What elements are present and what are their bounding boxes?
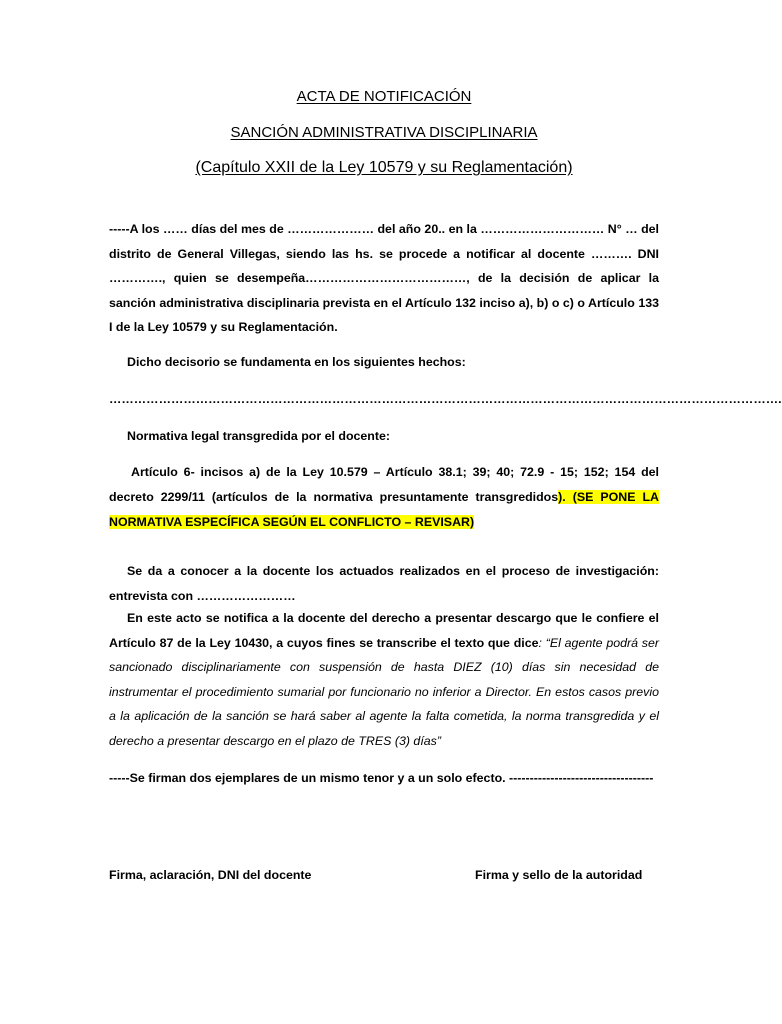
article-quote: : “El agente podrá ser sancionado disciplinariamente con suspensión de hasta DIEZ (10) días sin necesidad de instrumentar el procedimiento sumarial por funcionario no inferior a Director. En estos casos previo a la aplicación de la sanción se hará saber al agente la falta cometida, la norma transgredida y el derecho a presentar descargo en el plazo de TRES (3) días”	[109, 635, 659, 748]
revision-highlight-note: ). (SE PONE LA NORMATIVA ESPECÍFICA SEGÚN EL CONFLICTO – REVISAR)	[109, 489, 659, 529]
articles-text: Artículo 6- incisos a) de la Ley 10.579 – Artículo 38.1; 39; 40; 72.9 - 15; 152; 154 del decreto 2299/11 (artículos de la normativa presuntamente transgredidos	[109, 465, 659, 504]
teacher-signature-label: Firma, aclaración, DNI del docente	[109, 868, 312, 882]
closing-statement: -----Se firman dos ejemplares de un mismo tenor y a un solo efecto. -----------------------------------	[109, 771, 654, 785]
document-title: ACTA DE NOTIFICACIÓN	[296, 88, 472, 105]
notification-paragraph-text: -----A los …… días del mes de ………………… del año 20.. en la ………………………… N° … del distrito de General Villegas, siendo las hs. se procede a notificar al docente ………. DNI …………., quien se desempeña…………………………………, de la decisión de aplicar la sanción administrativa disciplinaria prevista en el Artículo 132 inciso a), b) o c) o Artículo 133 I de la Ley 10579 y su Reglamentación.	[109, 222, 659, 335]
defense-rights-paragraph	[109, 606, 659, 754]
articles-paragraph	[109, 460, 659, 534]
authority-signature-label: Firma y sello de la autoridad	[475, 868, 643, 882]
investigation-paragraph: Se da a conocer a la docente los actuados realizados en el proceso de investigación: entrevista con ……………………	[109, 564, 659, 603]
document-subtitle: SANCIÓN ADMINISTRATIVA DISCIPLINARIA	[230, 124, 538, 141]
defense-rights-text: En este acto se notifica a la docente del derecho a presentar descargo que le confiere el Artículo 87 de la Ley 10430, a cuyos fines se transcribe el texto que dice	[109, 611, 659, 650]
facts-dotted-line: ……………………………………………………………………………………………………………………………………………….	[109, 392, 782, 406]
legal-norms-heading: Normativa legal transgredida por el docente:	[127, 429, 391, 443]
document-legal-reference: (Capítulo XXII de la Ley 10579 y su Reglamentación)	[195, 159, 573, 176]
notification-paragraph	[109, 217, 659, 340]
grounds-heading: Dicho decisorio se fundamenta en los siguientes hechos:	[127, 355, 466, 369]
